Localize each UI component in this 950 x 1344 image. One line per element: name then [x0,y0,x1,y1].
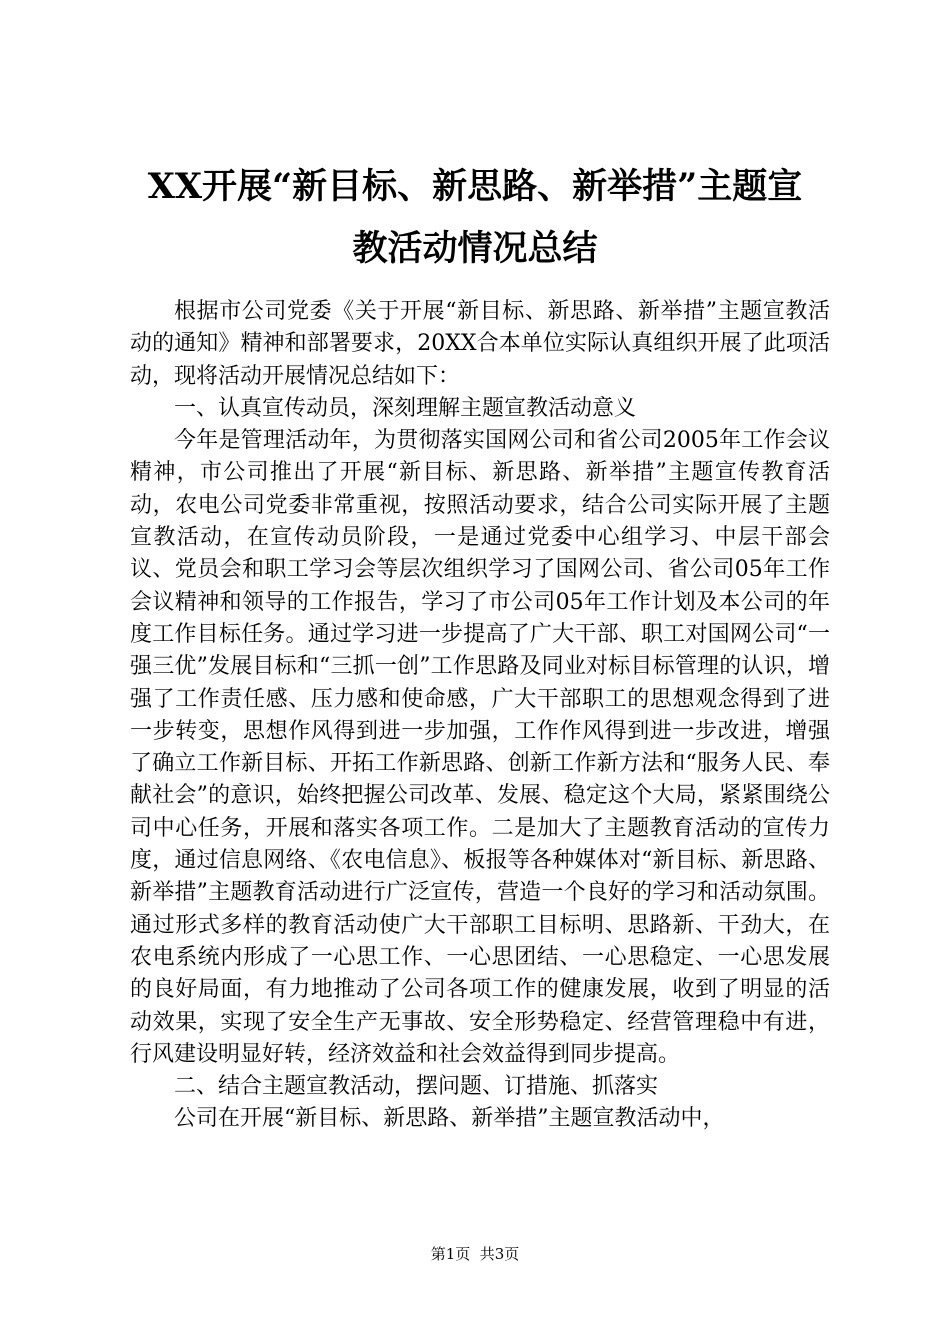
paragraph-intro: 根据市公司党委《关于开展“新目标、新思路、新举措”主题宣教活动的通知》精神和部署要求，20XX合本单位实际认真组织开展了此项活动，现将活动开展情况总结如下： [130,299,830,389]
section-heading-2: 二、结合主题宣教活动，摆问题、订措施、抓落实 [174,1074,659,1100]
section-heading-1: 一、认真宣传动员，深刻理解主题宣教活动意义 [174,395,637,421]
paragraph-section-1: 今年是管理活动年，为贯彻落实国网公司和省公司2005年工作会议精神，市公司推出了开展“新目标、新思路、新举措”主题宣传教育活动，农电公司党委非常重视，按照活动要求，结合公司实际开展了主题宣教活动，在宣传动员阶段，一是通过党委中心组学习、中层干部会议、党员会和职工学习会等层次组织学习了国网公司、省公司05年工作会议精神和领导的工作报告，学习了市公司05年工作计划及本公司的年度工作目标任务。通过学习进一步提高了广大干部、职工对国网公司“一强三优”发展目标和“三抓一创”工作思路及同业对标目标管理的认识，增强了工作责任感、压力感和使命感，广大干部职工的思想观念得到了进一步转变，思想作风得到进一步加强，工作作风得到进一步改进，增强了确立工作新目标、开拓工作新思路、创新工作新方法和“服务人民、奉献社会”的意识，始终把握公司改革、发展、稳定这个大局，紧紧围绕公司中心任务，开展和落实各项工作。二是加大了主题教育活动的宣传力度，通过信息网络、《农电信息》、板报等各种媒体对“新目标、新思路、新举措”主题教育活动进行广泛宣传，营造一个良好的学习和活动氛围。通过形式多样的教育活动使广大干部职工目标明、思路新、干劲大，在农电系统内形成了一心思工作、一心思团结、一心思稳定、一心思发展的良好局面，有力地推动了公司各项工作的健康发展，收到了明显的活动效果，实现了安全生产无事故、安全形势稳定、经营管理稳中有进，行风建设明显好转，经济效益和社会效益得到同步提高。 [130,428,830,1067]
paragraph-section-2: 公司在开展“新目标、新思路、新举措”主题宣教活动中， [174,1106,725,1132]
page-number-footer: 第1页 共3页 [430,1245,520,1263]
title-line-1: XX开展“新目标、新思路、新举措”主题宣 [147,166,803,207]
document-title [100,156,850,280]
document-body [130,296,830,1136]
title-line-2: 教活动情况总结 [352,228,598,269]
